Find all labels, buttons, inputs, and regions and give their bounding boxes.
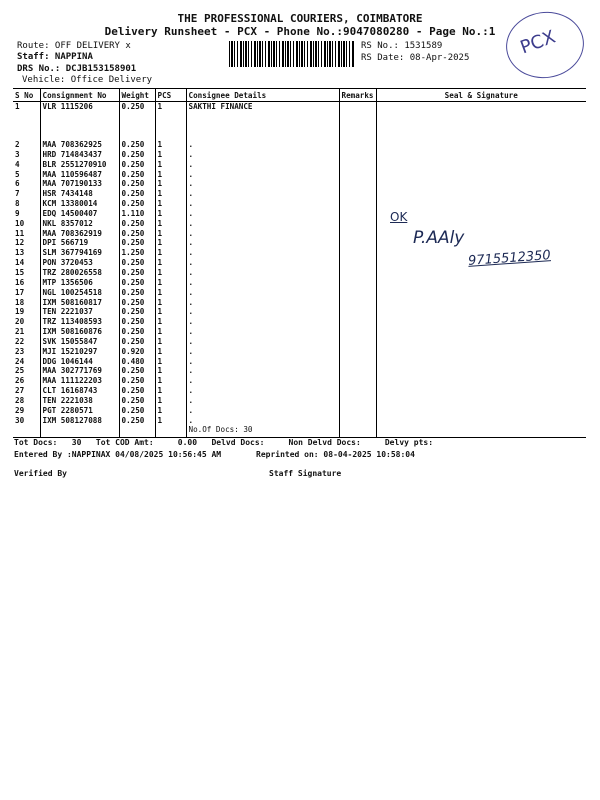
cell-sno: 9	[15, 208, 20, 218]
staff-signature: Staff Signature	[269, 469, 342, 478]
cell-weight: 0.480	[119, 357, 155, 367]
table-row	[13, 179, 586, 189]
cell-seal	[376, 140, 586, 150]
footer-cell	[376, 425, 586, 438]
cell-consignee: .	[186, 366, 339, 376]
cell-weight: 0.250	[119, 160, 155, 170]
stamp-text: PCX	[517, 26, 559, 59]
cell-weight: 0.250	[119, 298, 155, 308]
cell-pcs: 1	[155, 160, 186, 170]
cell-remarks	[339, 278, 376, 288]
cell-sno: 13	[15, 248, 25, 258]
cell-consignment: SVK 15055847	[40, 337, 119, 347]
cell-remarks	[339, 307, 376, 317]
cell-consignee: .	[186, 258, 339, 268]
cell-consignee: .	[186, 209, 339, 219]
cell-consignment: NKL 8357012	[40, 219, 119, 229]
cell-weight: 0.250	[119, 396, 155, 406]
cell-weight: 0.250	[119, 268, 155, 278]
table-row	[13, 307, 586, 317]
cell-consignment: EDQ 14500407	[40, 209, 119, 219]
table-row	[13, 209, 586, 219]
cell-consignee: .	[186, 357, 339, 367]
cell-weight: 0.250	[119, 258, 155, 268]
cell-weight: 0.250	[119, 179, 155, 189]
cell-seal	[376, 150, 586, 160]
footer-cell	[155, 425, 186, 438]
handwritten-ok: OK	[390, 210, 408, 224]
cell-seal	[376, 416, 586, 426]
cell-consignment: TRZ 113408593	[40, 317, 119, 327]
cell-sno: 10	[15, 218, 25, 228]
table-header-row	[13, 89, 586, 102]
cell-seal	[376, 268, 586, 278]
cell-seal	[376, 219, 586, 229]
cell-consignment: TEN 2221038	[40, 396, 119, 406]
cell-sno: 7	[15, 189, 20, 199]
cell-consignee: SAKTHI FINANCE	[186, 102, 339, 141]
verified-by: Verified By	[14, 469, 67, 478]
entered-by: Entered By :NAPPINAX 04/08/2025 10:56:45 AM	[14, 450, 222, 459]
cell-weight: 1.250	[119, 248, 155, 258]
cell-remarks	[339, 298, 376, 308]
cell-pcs: 1	[155, 268, 186, 278]
company-title: THE PROFESSIONAL COURIERS, COIMBATORE	[177, 12, 423, 25]
table-row	[13, 317, 586, 327]
cell-pcs: 1	[155, 386, 186, 396]
cell-weight: 0.250	[119, 219, 155, 229]
cell-seal	[376, 209, 586, 219]
cell-seal	[376, 307, 586, 317]
cell-weight: 0.250	[119, 307, 155, 317]
cell-remarks	[339, 102, 376, 141]
cell-consignment: MAA 111122203	[40, 376, 119, 386]
cell-pcs: 1	[155, 396, 186, 406]
cell-consignee: .	[186, 298, 339, 308]
table-row	[13, 219, 586, 229]
cell-remarks	[339, 268, 376, 278]
cell-sno: 28	[15, 395, 25, 405]
table-footer-row	[13, 425, 586, 438]
cell-consignee: .	[186, 219, 339, 229]
cell-weight: 0.250	[119, 278, 155, 288]
col-header-seal: Seal & Signature	[376, 89, 586, 102]
col-header-consignment: Consignment No	[40, 89, 119, 102]
cell-weight: 0.250	[119, 416, 155, 426]
table-row	[13, 229, 586, 239]
cell-remarks	[339, 357, 376, 367]
cell-sno: 3	[15, 149, 20, 159]
cell-consignment: MAA 302771769	[40, 366, 119, 376]
cell-sno: 24	[15, 356, 25, 366]
cell-remarks	[339, 258, 376, 268]
cell-pcs: 1	[155, 337, 186, 347]
cell-sno: 11	[15, 228, 25, 238]
cell-consignee: .	[186, 238, 339, 248]
cell-consignment: SLM 367794169	[40, 248, 119, 258]
col-header-consignee: Consignee Details	[186, 89, 339, 102]
cell-pcs: 1	[155, 416, 186, 426]
footer-cell	[13, 425, 40, 438]
col-header-remarks: Remarks	[339, 89, 376, 102]
cell-seal	[376, 199, 586, 209]
cell-remarks	[339, 150, 376, 160]
cell-sno: 19	[15, 307, 25, 317]
cell-remarks	[339, 189, 376, 199]
footer-cell	[40, 425, 119, 438]
table-row	[13, 268, 586, 278]
cell-sno: 6	[15, 179, 20, 189]
cell-pcs: 1	[155, 179, 186, 189]
cell-consignment: CLT 16168743	[40, 386, 119, 396]
cell-consignment: MJI 15210297	[40, 347, 119, 357]
cell-consignment: PGT 2280571	[40, 406, 119, 416]
cell-weight: 0.250	[119, 150, 155, 160]
cell-consignment: IXM 508127088	[40, 416, 119, 426]
table-row	[13, 406, 586, 416]
table-row	[13, 199, 586, 209]
cell-pcs: 1	[155, 317, 186, 327]
cell-remarks	[339, 219, 376, 229]
cell-weight: 0.250	[119, 140, 155, 150]
table-row	[13, 396, 586, 406]
cell-consignment: VLR 1115206	[40, 102, 119, 141]
cell-seal	[376, 406, 586, 416]
cell-pcs: 1	[155, 170, 186, 180]
cell-weight: 0.250	[119, 366, 155, 376]
staff-label: Staff: NAPPINA	[17, 52, 93, 62]
cell-remarks	[339, 327, 376, 337]
cell-remarks	[339, 140, 376, 150]
table-row	[13, 150, 586, 160]
cell-remarks	[339, 416, 376, 426]
cell-remarks	[339, 396, 376, 406]
table-row	[13, 327, 586, 337]
cell-pcs: 1	[155, 278, 186, 288]
cell-seal	[376, 396, 586, 406]
cell-consignee: .	[186, 278, 339, 288]
table-row	[13, 288, 586, 298]
cell-sno: 12	[15, 238, 25, 248]
cell-pcs: 1	[155, 248, 186, 258]
table-row	[13, 278, 586, 288]
cell-pcs: 1	[155, 150, 186, 160]
cell-seal	[376, 337, 586, 347]
cell-pcs: 1	[155, 347, 186, 357]
cell-pcs: 1	[155, 376, 186, 386]
handwritten-signature: P.AAly	[413, 228, 465, 248]
cell-sno: 27	[15, 386, 25, 396]
cell-pcs: 1	[155, 199, 186, 209]
cell-sno: 1	[15, 102, 20, 111]
cell-remarks	[339, 386, 376, 396]
cell-weight: 0.250	[119, 102, 155, 141]
cell-seal	[376, 347, 586, 357]
cell-seal	[376, 386, 586, 396]
table-row	[13, 140, 586, 150]
cell-seal	[376, 317, 586, 327]
cell-consignment: TEN 2221037	[40, 307, 119, 317]
cell-consignee: .	[186, 229, 339, 239]
cell-seal	[376, 189, 586, 199]
cell-sno: 16	[15, 277, 25, 287]
cell-pcs: 1	[155, 258, 186, 268]
cell-weight: 1.110	[119, 209, 155, 219]
cell-pcs: 1	[155, 298, 186, 308]
cell-pcs: 1	[155, 366, 186, 376]
cell-weight: 0.250	[119, 288, 155, 298]
cell-consignee: .	[186, 347, 339, 357]
col-header-sno: S No	[13, 89, 40, 102]
table-row	[13, 376, 586, 386]
rs-date: RS Date: 08-Apr-2025	[361, 53, 470, 63]
cell-weight: 0.250	[119, 170, 155, 180]
cell-seal	[376, 229, 586, 239]
cell-consignee: .	[186, 268, 339, 278]
cell-consignee: .	[186, 179, 339, 189]
table-row	[13, 160, 586, 170]
table-row	[13, 366, 586, 376]
cell-remarks	[339, 179, 376, 189]
table-row	[13, 170, 586, 180]
cell-consignee: .	[186, 386, 339, 396]
cell-sno: 4	[15, 159, 20, 169]
cell-remarks	[339, 248, 376, 258]
cell-remarks	[339, 337, 376, 347]
cell-sno: 14	[15, 258, 25, 268]
cell-consignee: .	[186, 150, 339, 160]
cell-remarks	[339, 229, 376, 239]
cell-seal	[376, 102, 586, 141]
cell-weight: 0.250	[119, 238, 155, 248]
cell-consignment: IXM 508160876	[40, 327, 119, 337]
drs-number: DRS No.: DCJB153158901	[17, 64, 137, 74]
cell-seal	[376, 298, 586, 308]
cell-consignee: .	[186, 189, 339, 199]
cell-pcs: 1	[155, 238, 186, 248]
table-row	[13, 337, 586, 347]
cell-consignee: .	[186, 160, 339, 170]
cell-pcs: 1	[155, 357, 186, 367]
cell-consignment: IXM 508160817	[40, 298, 119, 308]
cell-consignment: HSR 7434148	[40, 189, 119, 199]
cell-consignee: .	[186, 396, 339, 406]
cell-remarks	[339, 170, 376, 180]
cell-consignment: MTP 1356506	[40, 278, 119, 288]
cell-seal	[376, 170, 586, 180]
cell-sno: 22	[15, 336, 25, 346]
cell-consignee: .	[186, 406, 339, 416]
cell-weight: 0.250	[119, 337, 155, 347]
cell-sno: 17	[15, 287, 25, 297]
cell-consignment: KCM 13380014	[40, 199, 119, 209]
cell-remarks	[339, 199, 376, 209]
cell-weight: 0.250	[119, 406, 155, 416]
cell-pcs: 1	[155, 189, 186, 199]
cell-remarks	[339, 209, 376, 219]
cell-seal	[376, 278, 586, 288]
table-row	[13, 386, 586, 396]
cell-remarks	[339, 317, 376, 327]
cell-seal	[376, 179, 586, 189]
cell-pcs: 1	[155, 307, 186, 317]
summary-totals: Tot Docs: 30 Tot COD Amt: 0.00 Delvd Docs: Non Delvd Docs: Delvy pts:	[14, 438, 434, 447]
reprinted-on: Reprinted on: 08-04-2025 10:58:04	[256, 450, 415, 459]
cell-sno: 5	[15, 169, 20, 179]
cell-sno: 15	[15, 267, 25, 277]
cell-seal	[376, 160, 586, 170]
cell-sno: 8	[15, 199, 20, 209]
footer-cell	[339, 425, 376, 438]
cell-consignment: DDG 1046144	[40, 357, 119, 367]
cell-sno: 2	[15, 140, 20, 149]
cell-consignee: .	[186, 140, 339, 150]
cell-pcs: 1	[155, 229, 186, 239]
cell-remarks	[339, 160, 376, 170]
cell-consignee: .	[186, 170, 339, 180]
cell-consignee: .	[186, 288, 339, 298]
cell-pcs: 1	[155, 327, 186, 337]
handwritten-phone: 9715512350	[467, 248, 552, 269]
cell-consignment: MAA 708362919	[40, 229, 119, 239]
cell-weight: 0.250	[119, 386, 155, 396]
cell-seal	[376, 357, 586, 367]
cell-consignment: BLR 2551270910	[40, 160, 119, 170]
cell-consignment: PON 3720453	[40, 258, 119, 268]
cell-consignment: TRZ 280026558	[40, 268, 119, 278]
cell-consignment: DPI 566719	[40, 238, 119, 248]
table-row	[13, 416, 586, 426]
cell-remarks	[339, 347, 376, 357]
barcode	[229, 41, 355, 67]
table-row	[13, 238, 586, 248]
cell-seal	[376, 288, 586, 298]
cell-remarks	[339, 406, 376, 416]
table-row	[13, 298, 586, 308]
cell-weight: 0.250	[119, 199, 155, 209]
cell-sno: 21	[15, 327, 25, 337]
table-row	[13, 189, 586, 199]
vehicle-label: Vehicle: Office Delivery	[22, 75, 153, 85]
cell-seal	[376, 366, 586, 376]
cell-weight: 0.920	[119, 347, 155, 357]
cell-remarks	[339, 366, 376, 376]
cell-weight: 0.250	[119, 317, 155, 327]
cell-weight: 0.250	[119, 189, 155, 199]
cell-pcs: 1	[155, 288, 186, 298]
table-row	[13, 357, 586, 367]
runsheet-title: Delivery Runsheet - PCX - Phone No.:9047080280 - Page No.:1	[104, 25, 496, 38]
cell-remarks	[339, 288, 376, 298]
cell-pcs: 1	[155, 140, 186, 150]
cell-seal	[376, 376, 586, 386]
cell-consignment: MAA 707190133	[40, 179, 119, 189]
cell-remarks	[339, 238, 376, 248]
table-row	[13, 102, 586, 141]
cell-pcs: 1	[155, 102, 186, 141]
cell-consignee: .	[186, 317, 339, 327]
cell-sno: 18	[15, 297, 25, 307]
cell-consignment: NGL 100254518	[40, 288, 119, 298]
cell-consignee: .	[186, 416, 339, 426]
cell-consignment: MAA 110596487	[40, 170, 119, 180]
cell-sno: 23	[15, 346, 25, 356]
cell-consignee: .	[186, 248, 339, 258]
cell-seal	[376, 238, 586, 248]
cell-weight: 0.250	[119, 376, 155, 386]
cell-consignee: .	[186, 199, 339, 209]
table-row	[13, 347, 586, 357]
cell-consignee: .	[186, 307, 339, 317]
cell-consignee: .	[186, 337, 339, 347]
cell-consignment: MAA 708362925	[40, 140, 119, 150]
cell-weight: 0.250	[119, 229, 155, 239]
cell-pcs: 1	[155, 209, 186, 219]
cell-remarks	[339, 376, 376, 386]
rs-number: RS No.: 1531589	[361, 41, 443, 51]
cell-sno: 29	[15, 405, 25, 415]
cell-sno: 30	[15, 415, 25, 425]
cell-sno: 20	[15, 317, 25, 327]
col-header-pcs: PCS	[155, 89, 186, 102]
cell-pcs: 1	[155, 406, 186, 416]
cell-seal	[376, 327, 586, 337]
no-of-docs: No.Of Docs: 30	[186, 425, 339, 438]
cell-pcs: 1	[155, 219, 186, 229]
cell-consignment: HRD 714843437	[40, 150, 119, 160]
cell-weight: 0.250	[119, 327, 155, 337]
cell-sno: 25	[15, 366, 25, 376]
route-label: Route: OFF DELIVERY x	[17, 41, 131, 51]
col-header-weight: Weight	[119, 89, 155, 102]
cell-consignee: .	[186, 376, 339, 386]
footer-cell	[119, 425, 155, 438]
cell-consignee: .	[186, 327, 339, 337]
cell-sno: 26	[15, 376, 25, 386]
